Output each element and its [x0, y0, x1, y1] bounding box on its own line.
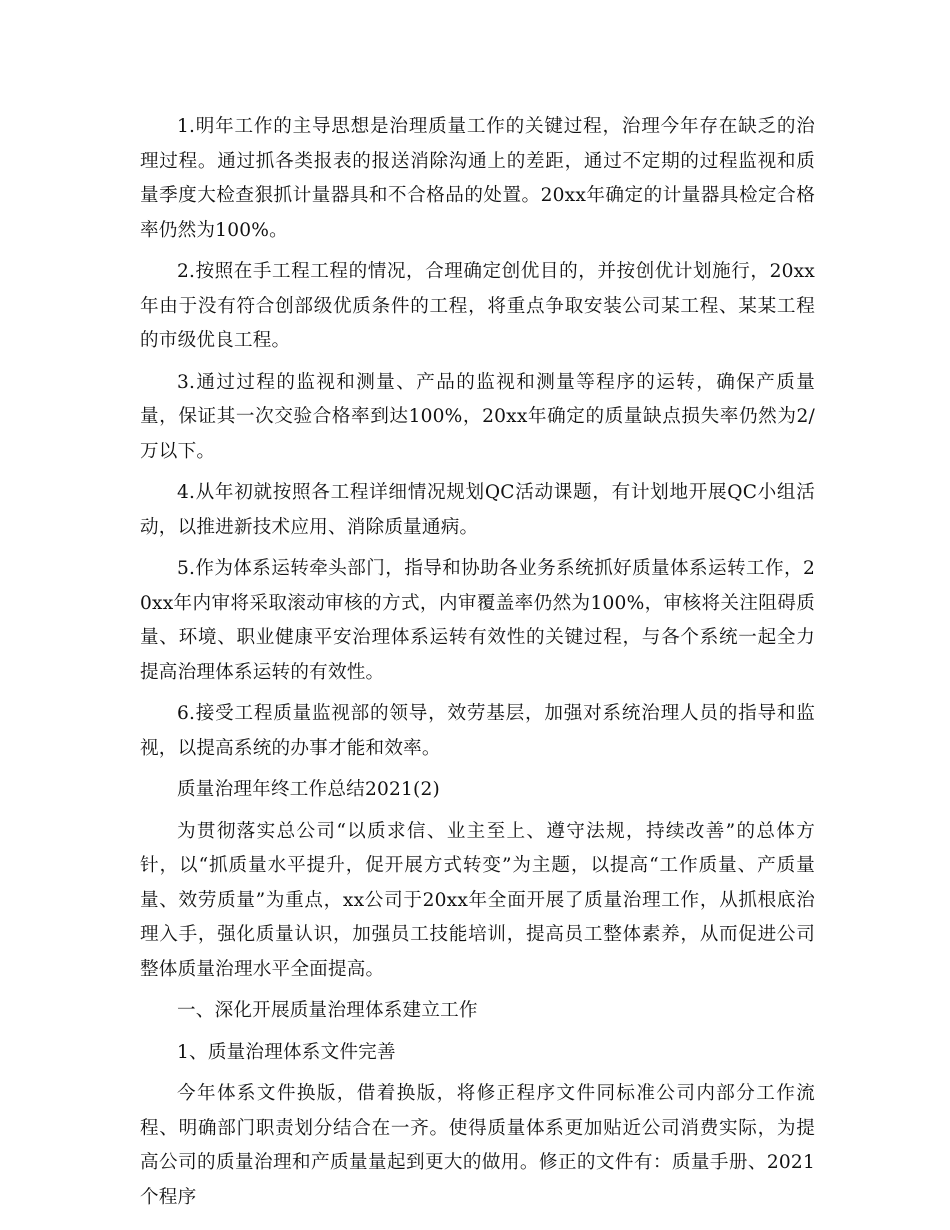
- intro-paragraph: 为贯彻落实总公司“以质求信、业主至上、遵守法规，持续改善”的总体方针，以“抓质量水平提升，促开展方式转变”为主题，以提高“工作质量、产质量量、效劳质量”为重点，xx公司于20xx年全面开展了质量治理工作，从抓根底治理入手，强化质量认识，加强员工技能培训，提高员工整体素养，从而促进公司整体质量治理水平全面提高。: [140, 820, 815, 980]
- paragraph-item-2: 2.按照在手工程工程的情况，合理确定创优目的，并按创优计划施行，20xx年由于没有符合创部级优质条件的工程，将重点争取安装公司某工程、某某工程的市级优良工程。: [140, 261, 815, 351]
- paragraph-item-5: 5.作为体系运转牵头部门，指导和协助各业务系统抓好质量体系运转工作，20xx年内审将采取滚动审核的方式，内审覆盖率仍然为100%，审核将关注阻碍质量、环境、职业健康平安治理体系运转有效性的关键过程，与各个系统一起全力提高治理体系运转的有效性。: [140, 558, 815, 683]
- heading-level-2: 1、质量治理体系文件完善: [177, 1041, 396, 1063]
- paragraph-item-4: 4.从年初就按照各工程详细情况规划QC活动课题，有计划地开展QC小组活动，以推进新技术应用、消除质量通病。: [140, 482, 815, 538]
- section-title: 质量治理年终工作总结2021(2): [177, 779, 440, 800]
- paragraph-item-6: 6.接受工程质量监视部的领导，效劳基层，加强对系统治理人员的指导和监视，以提高系统的办事才能和效率。: [140, 703, 815, 759]
- paragraph-item-1: 1.明年工作的主导思想是治理质量工作的关键过程，治理今年存在缺乏的治理过程。通过抓各类报表的报送消除沟通上的差距，通过不定期的过程监视和质量季度大检查狠抓计量器具和不合格品的处置。20xx年确定的计量器具检定合格率仍然为100%。: [140, 116, 815, 241]
- paragraph-item-3: 3.通过过程的监视和测量、产品的监视和测量等程序的运转，确保产质量量，保证其一次交验合格率到达100%，20xx年确定的质量缺点损失率仍然为2/万以下。: [140, 371, 815, 462]
- heading-level-1: 一、深化开展质量治理体系建立工作: [177, 1000, 478, 1021]
- document-body: [140, 110, 815, 1222]
- last-paragraph: 今年体系文件换版，借着换版，将修正程序文件同标准公司内部分工作流程、明确部门职责划分结合在一齐。使得质量体系更加贴近公司消费实际，为提高公司的质量治理和产质量量起到更大的做用。修正的文件有：质量手册、2021个程序: [140, 1083, 815, 1208]
